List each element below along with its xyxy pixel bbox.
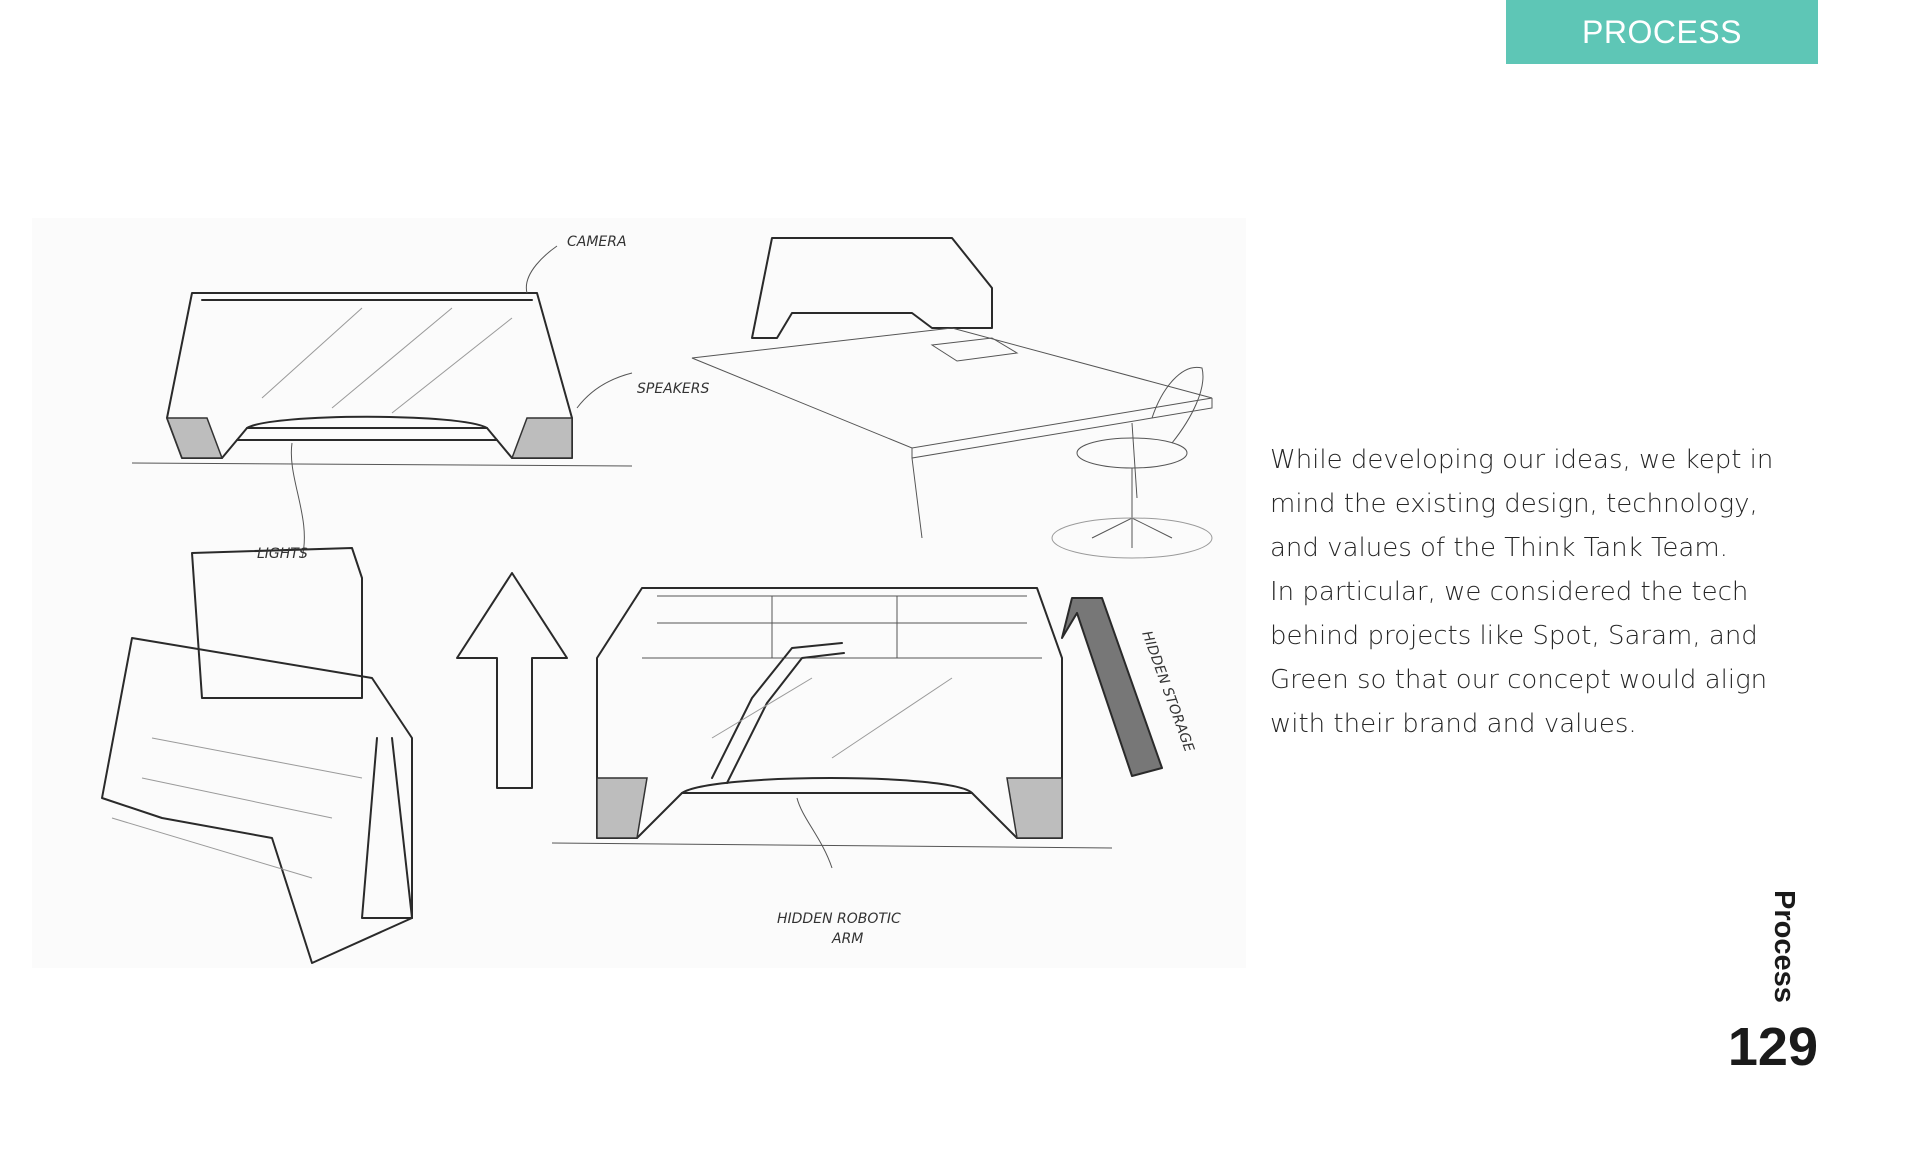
- body-line: with their brand and values.: [1270, 709, 1637, 739]
- side-view-sketch: [102, 548, 412, 963]
- up-arrow-sketch: [457, 573, 567, 788]
- annotation-speakers: SPEAKERS: [637, 381, 710, 397]
- section-side-label: Process: [1768, 890, 1800, 1003]
- body-line: While developing our ideas, we kept in: [1270, 445, 1774, 475]
- body-line: In particular, we considered the tech: [1270, 577, 1749, 607]
- page-number: 129: [1727, 1017, 1818, 1077]
- section-tab: PROCESS: [1506, 0, 1818, 64]
- front-view-sketch: [132, 246, 632, 558]
- annotation-arm: ARM: [832, 931, 864, 947]
- body-line: Green so that our concept would align: [1270, 665, 1768, 695]
- body-line: behind projects like Spot, Saram, and: [1270, 621, 1758, 651]
- annotation-camera: CAMERA: [567, 234, 627, 250]
- body-paragraph: [1270, 438, 1790, 746]
- concept-sketch-figure: [32, 218, 1246, 968]
- annotation-hidden-robotic-arm: HIDDEN ROBOTIC: [777, 911, 901, 927]
- annotation-lights: LIGHTS: [257, 546, 308, 562]
- body-line: and values of the Think Tank Team.: [1270, 533, 1728, 563]
- storage-arrow-sketch: [1062, 598, 1162, 776]
- body-line: mind the existing design, technology,: [1270, 489, 1758, 519]
- annotation-hidden-storage: HIDDEN STORAGE: [1138, 628, 1197, 755]
- desk-perspective-sketch: [692, 238, 1212, 558]
- storage-view-sketch: [552, 588, 1112, 868]
